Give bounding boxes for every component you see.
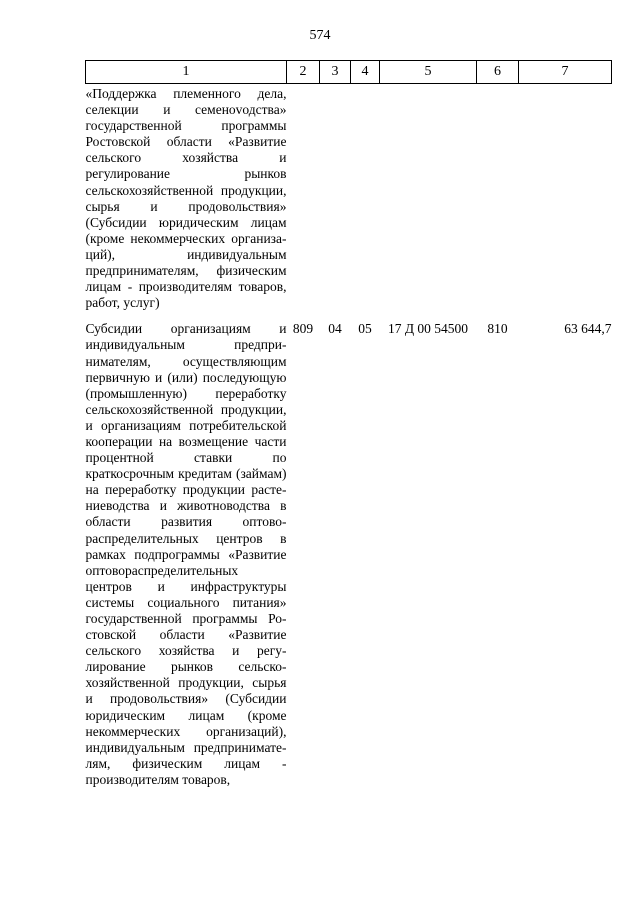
budget-table [85, 60, 612, 788]
page-number: 574 [309, 28, 331, 43]
column-header-4: 4 [351, 61, 380, 84]
table-header-row [86, 61, 612, 84]
row-description: «Поддержка племенного дела, селекции и семеноvодства» государственной программы Ростовской области «Развитие сельского хозяйства и регулирование рынков сельскохозяйственной продукции, сырья и продовольствия» (Субсидии юридическим лицам (кроме некоммерческих организаций), индивидуальным предпринимателям, физическим лицам - производителям товаров, работ, услуг) [85, 86, 287, 311]
row-subsection-code [351, 84, 380, 312]
row-subsection-code: 05 [358, 321, 372, 337]
table-row [86, 311, 612, 788]
table-row [86, 84, 612, 312]
row-ministry-code: 809 [292, 321, 314, 337]
row-description: Субсидии организациям и индивидуальным предпринимателям, осуществляющим первичную и (или) последующую (промышленную) переработку сельскохозяйственной продукции, и организациям потребительской кооперации на возмещение части процентной ставки по краткосрочным кредитам (займам) на переработку продукции растениеводства и животноводства в области развития оптово-распределительных центров в рамках подпрограммы «Развитие оптовораспределительных центров и инфраструктуры системы социального питания» государственной программы Ростовской области «Развитие сельского хозяйства и регулирование рынков сельскохозяйственной продукции, сырья и продовольствия» (Субсидии юридическим лицам (кроме некоммерческих организаций), индивидуальным предпринимателям, физическим лицам - производителям товаров, [85, 321, 287, 787]
row-section-code: 04 [328, 321, 342, 337]
column-header-1: 1 [86, 61, 287, 84]
column-header-5: 5 [380, 61, 477, 84]
row-expense-type: 810 [487, 321, 508, 337]
row-section-code [320, 84, 351, 312]
column-header-6: 6 [477, 61, 519, 84]
column-header-2: 2 [287, 61, 320, 84]
row-expense-type [477, 84, 519, 312]
row-target-article: 17 Д 00 54500 [387, 321, 469, 337]
row-amount [519, 84, 612, 312]
row-target-article [380, 84, 477, 312]
column-header-7: 7 [519, 61, 612, 84]
column-header-3: 3 [320, 61, 351, 84]
row-ministry-code [287, 84, 320, 312]
row-amount: 63 644,7 [564, 321, 612, 337]
